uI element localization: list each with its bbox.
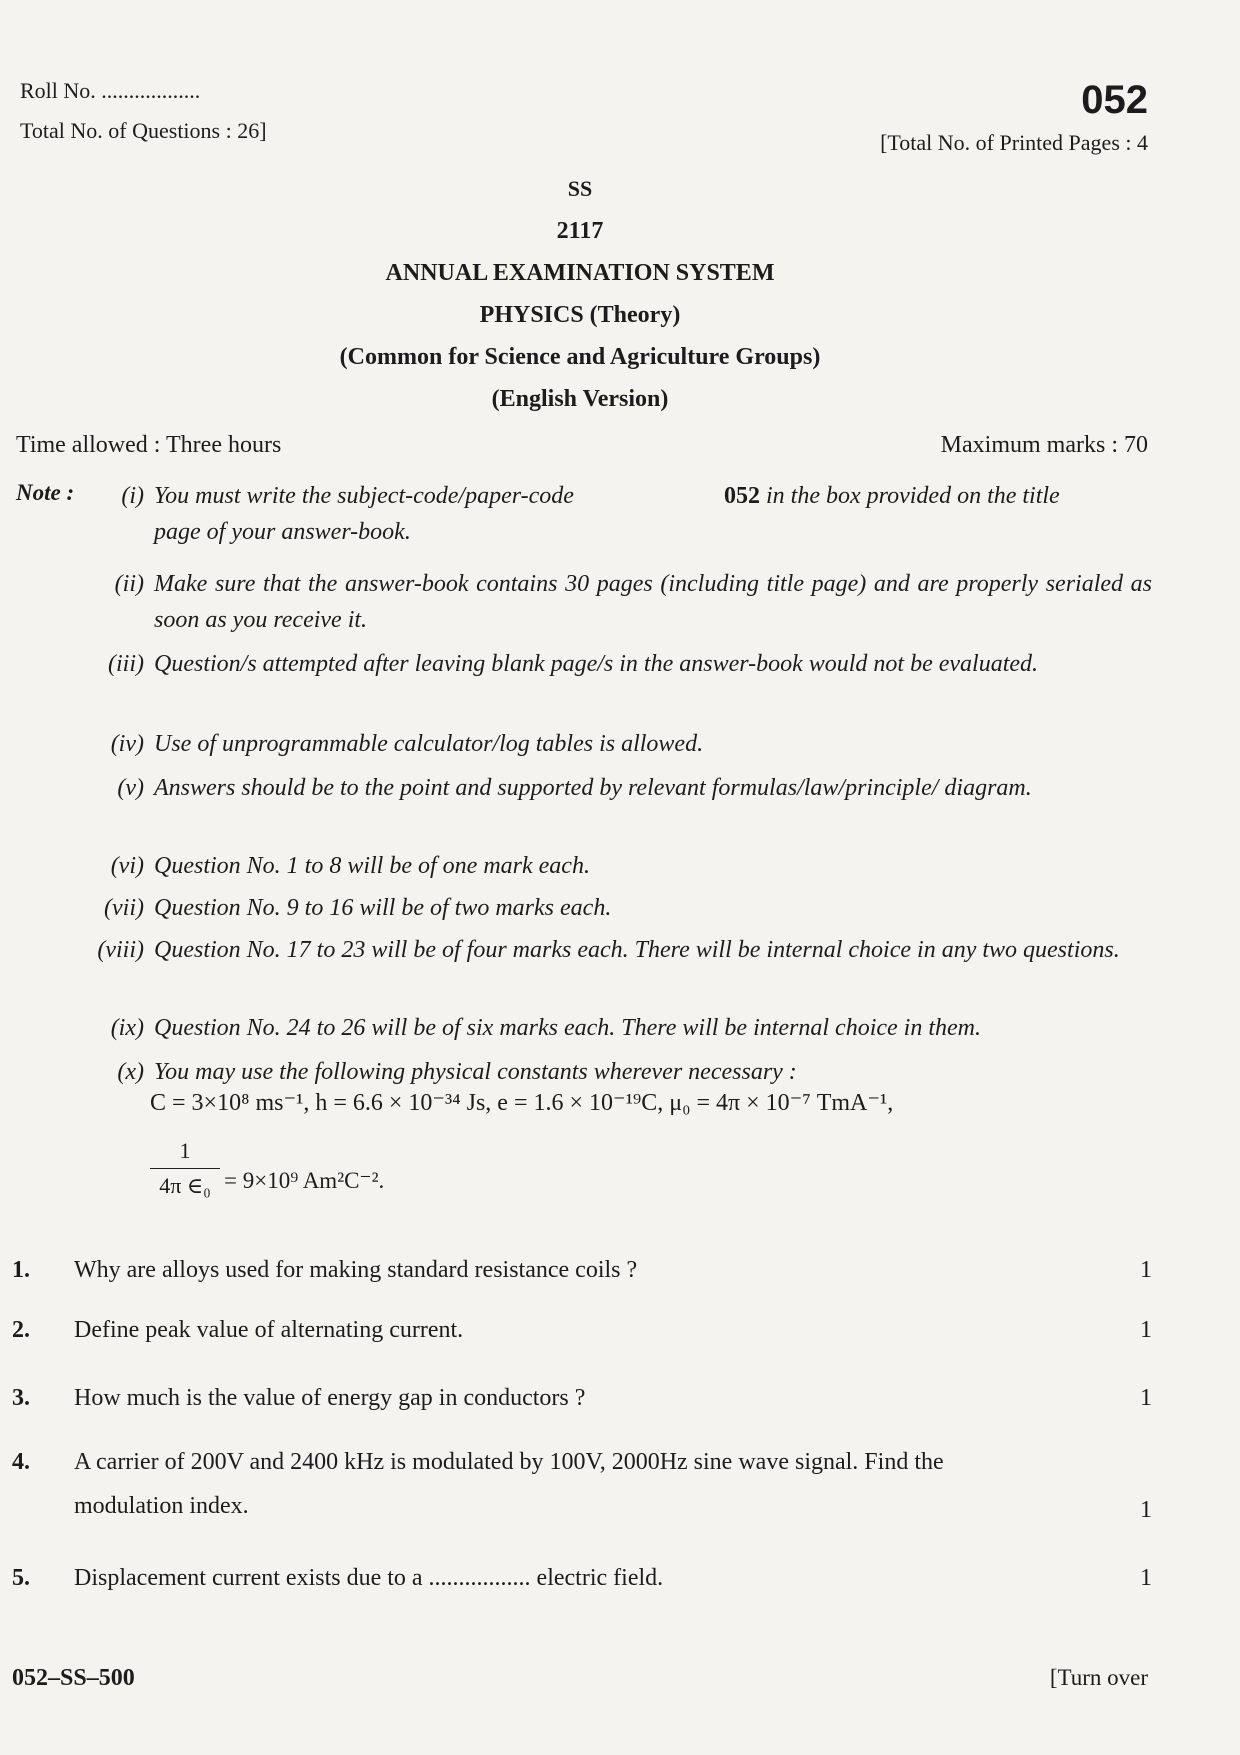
note-item: (v) Answers should be to the point and supported by relevant formulas/law/principle/ diagram. <box>117 775 1032 801</box>
question-text: Define peak value of alternating current. <box>74 1317 464 1343</box>
question-item <box>12 1308 1152 1352</box>
question-number: 5. <box>12 1565 30 1591</box>
question-marks: 1 <box>1140 1257 1152 1283</box>
footer-paper-code: 052–SS–500 <box>12 1665 135 1691</box>
note-item: (ii) Make sure that the answer-book contains 30 pages (including title page) and are properly serialed as soon as you receive it. <box>114 571 1152 633</box>
total-questions: Total No. of Questions : 26] <box>20 118 267 143</box>
time-allowed: Time allowed : Three hours <box>16 432 282 458</box>
question-text: A carrier of 200V and 2400 kHz is modulated by 100V, 2000Hz sine wave signal. Find the <box>74 1449 944 1475</box>
question-number: 1. <box>12 1257 30 1283</box>
question-number: 2. <box>12 1317 30 1343</box>
note-item: (i) You must write the subject-code/paper-code 052 in the box provided on the title page of your answer-book. <box>72 478 1152 550</box>
question-marks: 1 <box>1140 1385 1152 1411</box>
fraction-denominator: 4π ∈₀ <box>159 1173 211 1198</box>
question-text-continued: modulation index. <box>74 1493 249 1519</box>
note-item: (x) You may use the following physical constants wherever necessary : <box>117 1059 797 1085</box>
question-text: How much is the value of energy gap in conductors ? <box>74 1385 586 1411</box>
note-item: (iv) Use of unprogrammable calculator/log tables is allowed. <box>110 731 704 757</box>
note-item: (ix) Question No. 24 to 26 will be of six marks each. There will be internal choice in them. <box>110 1015 982 1041</box>
fraction-numerator: 1 <box>179 1138 191 1163</box>
coulomb-constant-value: = 9×10⁹ Am²C⁻². <box>224 1168 385 1193</box>
version-subtitle: (English Version) <box>491 386 669 412</box>
paper-code: 052 <box>1081 78 1148 122</box>
physical-constants: C = 3×10⁸ ms⁻¹, h = 6.6 × 10⁻³⁴ Js, e = 1.6 × 10⁻¹⁹C, μ₀ = 4π × 10⁻⁷ TmA⁻¹, <box>150 1090 894 1116</box>
paper-code-inline: 052 <box>724 483 760 509</box>
question-marks: 1 <box>1140 1317 1152 1343</box>
question-item <box>12 1556 1152 1600</box>
turn-over-label: [Turn over <box>1049 1665 1148 1690</box>
question-number: 4. <box>12 1449 30 1475</box>
question-text: Why are alloys used for making standard resistance coils ? <box>74 1257 638 1283</box>
series-code: SS <box>567 176 593 201</box>
question-item <box>12 1376 1152 1420</box>
note-item: (viii) Question No. 17 to 23 will be of four marks each. There will be internal choice in any two questions. <box>97 937 1120 963</box>
question-item <box>12 1248 1152 1292</box>
note-label: Note : <box>16 480 75 505</box>
question-text: Displacement current exists due to a ................. electric field. <box>74 1565 664 1591</box>
question-marks: 1 <box>1140 1565 1152 1591</box>
subject-title: PHYSICS (Theory) <box>479 302 681 328</box>
note-item: (vi) Question No. 1 to 8 will be of one mark each. <box>110 853 590 879</box>
roll-number-field: Roll No. .................. <box>20 78 201 103</box>
maximum-marks: Maximum marks : 70 <box>940 432 1148 458</box>
exam-system-title: ANNUAL EXAMINATION SYSTEM <box>385 260 775 286</box>
note-number: (i) <box>121 483 144 509</box>
exam-number: 2117 <box>556 218 604 244</box>
note-item: (iii) Question/s attempted after leaving blank page/s in the answer-book would not be evaluated. <box>108 651 1039 677</box>
question-number: 3. <box>12 1385 30 1411</box>
question-marks: 1 <box>1140 1497 1152 1523</box>
groups-subtitle: (Common for Science and Agriculture Groups) <box>339 344 821 370</box>
total-printed-pages: [Total No. of Printed Pages : 4 <box>880 130 1148 155</box>
note-item: (vii) Question No. 9 to 16 will be of two marks each. <box>104 895 612 921</box>
coulomb-constant-fraction <box>150 1138 220 1199</box>
question-item <box>12 1440 1152 1532</box>
fraction-bar <box>150 1168 220 1169</box>
